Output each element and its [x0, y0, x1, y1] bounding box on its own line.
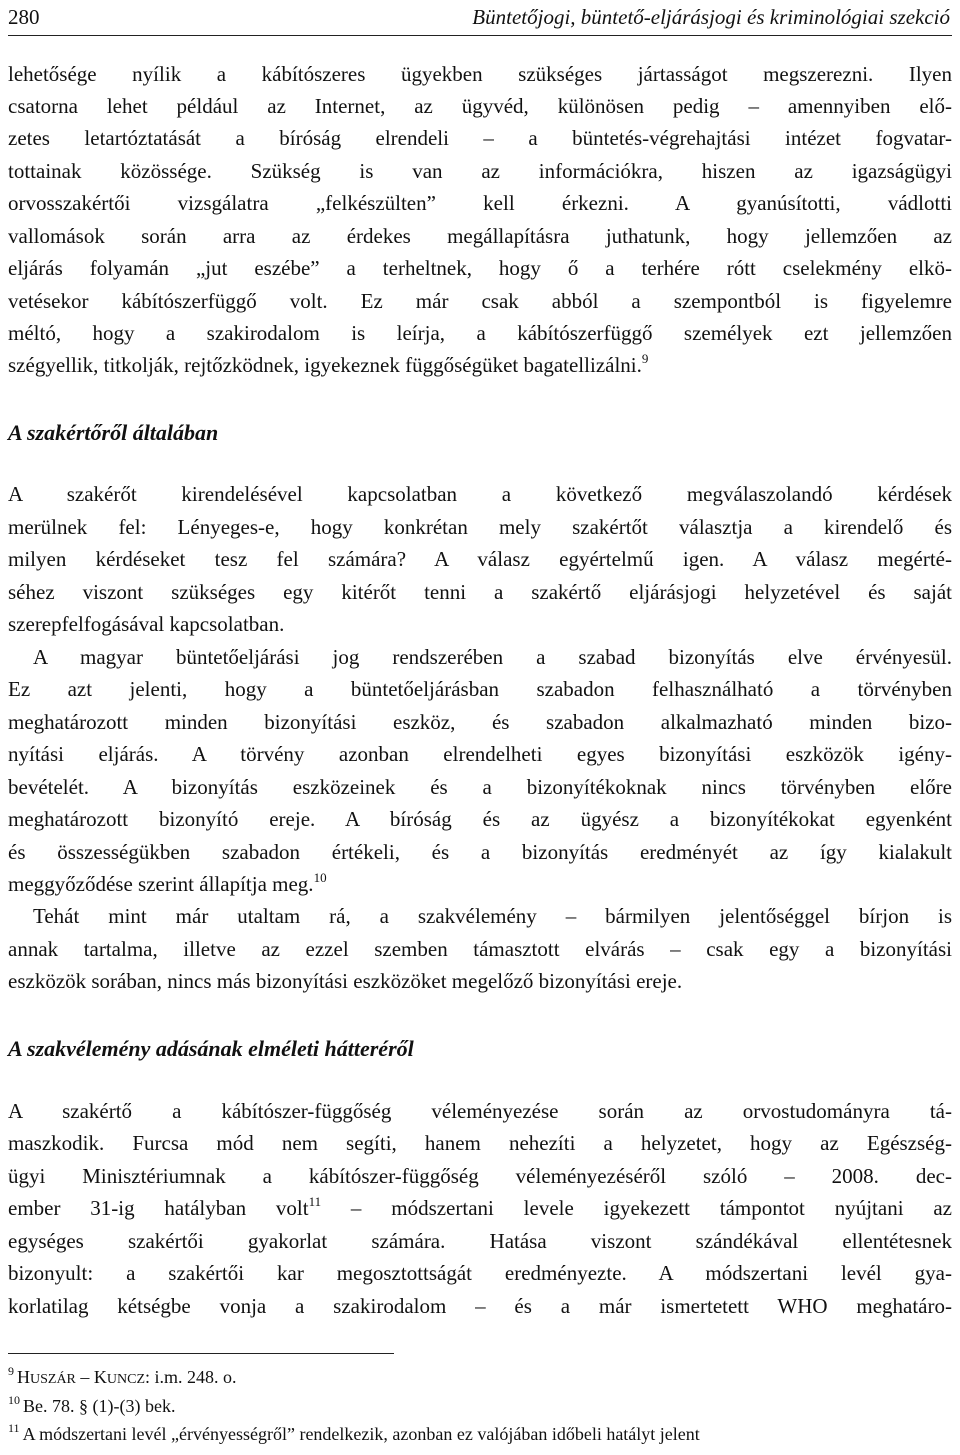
line-text: szégyellik, titkolják, rejtőzködnek, igyekeznek függőségüket bagatellizálni.	[8, 353, 642, 377]
body-line: ügyi Minisztériumnak a kábítószer-függőség véleményezéséről szóló ‒ 2008. dec-	[8, 1164, 952, 1188]
body-line: lehetősége nyílik a kábítószeres ügyekben szükséges jártasságot megszerezni. Ilyen	[8, 62, 952, 86]
body-line: csatorna lehet például az Internet, az ügyvéd, különösen pedig ‒ amennyiben elő-	[8, 94, 952, 118]
body-line: szerepfelfogásával kapcsolatban.	[8, 612, 285, 636]
footnote-number: 9	[8, 1364, 14, 1378]
running-title: Büntetőjogi, büntető-eljárásjogi és kriminológiai szekció	[472, 5, 950, 29]
section-heading: A szakértőről általában	[8, 420, 219, 445]
body-line: meghatározott minden bizonyítási eszköz, és szabadon alkalmazható minden bizo-	[8, 710, 952, 734]
body-line: vallomások során arra az érdekes megállapításra juthatunk, hogy jellemzően az	[8, 224, 952, 248]
body-line: A szakérőt kirendelésével kapcsolatban a következő megválaszolandó kérdések	[8, 482, 952, 506]
author-smallcaps: USZÁR	[30, 1372, 76, 1387]
footnote-text: Be. 78. § (1)-(3) bek.	[23, 1396, 176, 1416]
footnote	[8, 1366, 952, 1391]
line-text: ember 31-ig hatályban volt	[8, 1196, 309, 1220]
page-number: 280	[8, 5, 40, 29]
line-text: meggyőződése szerint állapítja meg.	[8, 872, 314, 896]
footnote	[8, 1395, 952, 1417]
body-line: vetésekor kábítószerfüggő volt. Ez már csak abból a szempontból is figyelemre	[8, 289, 952, 313]
body-line: zetes letartóztatását a bíróság elrendeli ‒ a büntetés-végrehajtási intézet fogvatar-	[8, 126, 952, 150]
footnote-ref: 11	[308, 1194, 322, 1209]
body-line: nyítási eljárás. A törvény azonban elrendelheti egyes bizonyítási eszközök igény-	[8, 742, 952, 766]
page-header	[8, 2, 952, 38]
body-line: Ez azt jelenti, hogy a büntetőeljárásban szabadon felhasználható a törvényben	[8, 677, 952, 701]
section-heading: A szakvélemény adásának elméleti hátteréről	[8, 1036, 414, 1061]
body-line: méltó, hogy a szakirodalom is leírja, a kábítószerfüggő személyek ezt jellemzően	[8, 321, 952, 345]
footnote-rule	[8, 1353, 394, 1354]
body-line: eszközök sorában, nincs más bizonyítási eszközöket megelőző bizonyítási ereje.	[8, 969, 683, 993]
body-line: egységes szakértői gyakorlat számára. Hatása viszont szándékával ellentétesnek	[8, 1229, 952, 1253]
body-line: maszkodik. Furcsa mód nem segíti, hanem nehezíti a helyzetet, hogy az Egészség-	[8, 1131, 952, 1155]
body-line: séhez viszont szükséges egy kitérőt tenni a szakértő eljárásjogi helyzetével és saját	[8, 580, 952, 604]
body-line: bizonyult: a szakértői kar megosztottságát eredményezte. A módszertani levél gya-	[8, 1261, 952, 1285]
footnote-text: : i.m. 248. o.	[145, 1367, 237, 1387]
footnote-number: 10	[8, 1393, 20, 1407]
body-line: A szakértő a kábítószer-függőség véleményezése során az orvostudományra tá-	[8, 1099, 952, 1123]
body-line: orvosszakértői vizsgálatra „felkészülten” kell érkezni. A gyanúsítotti, vádlotti	[8, 191, 952, 215]
body-line: korlatilag kétségbe vonja a szakirodalom ‒ és a már ismertetett WHO meghatáro-	[8, 1294, 952, 1318]
footnote-number: 11	[8, 1421, 20, 1435]
body-line: A magyar büntetőeljárási jog rendszerében a szabad bizonyítás elve érvényesül.	[33, 645, 952, 669]
footnote-ref: 10	[313, 870, 327, 885]
footnote	[8, 1423, 952, 1445]
author-initial: H	[17, 1367, 30, 1387]
body-line: annak tartalma, illetve az ezzel szemben támasztott elvárás ‒ csak egy a bizonyítási	[8, 937, 952, 961]
body-line	[8, 1193, 952, 1223]
footnote-dash: –	[75, 1367, 94, 1387]
body-line: meghatározott bizonyító ereje. A bíróság és az ügyész a bizonyítékokat egyenként	[8, 807, 952, 831]
body-line: Tehát mint már utaltam rá, a szakvélemény ‒ bármilyen jelentőséggel bírjon is	[33, 904, 952, 928]
body-line	[8, 869, 952, 899]
body-line: milyen kérdéseket tesz fel számára? A válasz egyértelmű igen. A válasz megérté-	[8, 547, 952, 571]
body-line	[8, 350, 952, 380]
author-initial: K	[93, 1367, 107, 1387]
header-rule	[8, 35, 952, 36]
body-line: merülnek fel: Lényeges-e, hogy konkrétan mely szakértőt választja a kirendelő és	[8, 515, 952, 539]
body-line: tottainak közössége. Szükség is van az információkra, hiszen az igazságügyi	[8, 159, 952, 183]
body-line: és összességükben szabadon értékeli, és a bizonyítás eredményét az így kialakult	[8, 840, 952, 864]
line-text: ‒ módszertani levele igyekezett támpontot nyújtani az	[321, 1196, 952, 1220]
body-line: bevételét. A bizonyítás eszközeinek és a bizonyítékoknak nincs törvényben előre	[8, 775, 952, 799]
body-line: eljárás folyamán „jut eszébe” a terheltnek, hogy ő a terhére rótt cselekmény elkö-	[8, 256, 952, 280]
footnote-text: A módszertani levél „érvényességről” rendelkezik, azonban ez valójában időbeli hatályt jelent	[22, 1424, 700, 1444]
footnote-ref: 9	[641, 351, 649, 366]
author-smallcaps: UNCZ	[106, 1372, 146, 1387]
